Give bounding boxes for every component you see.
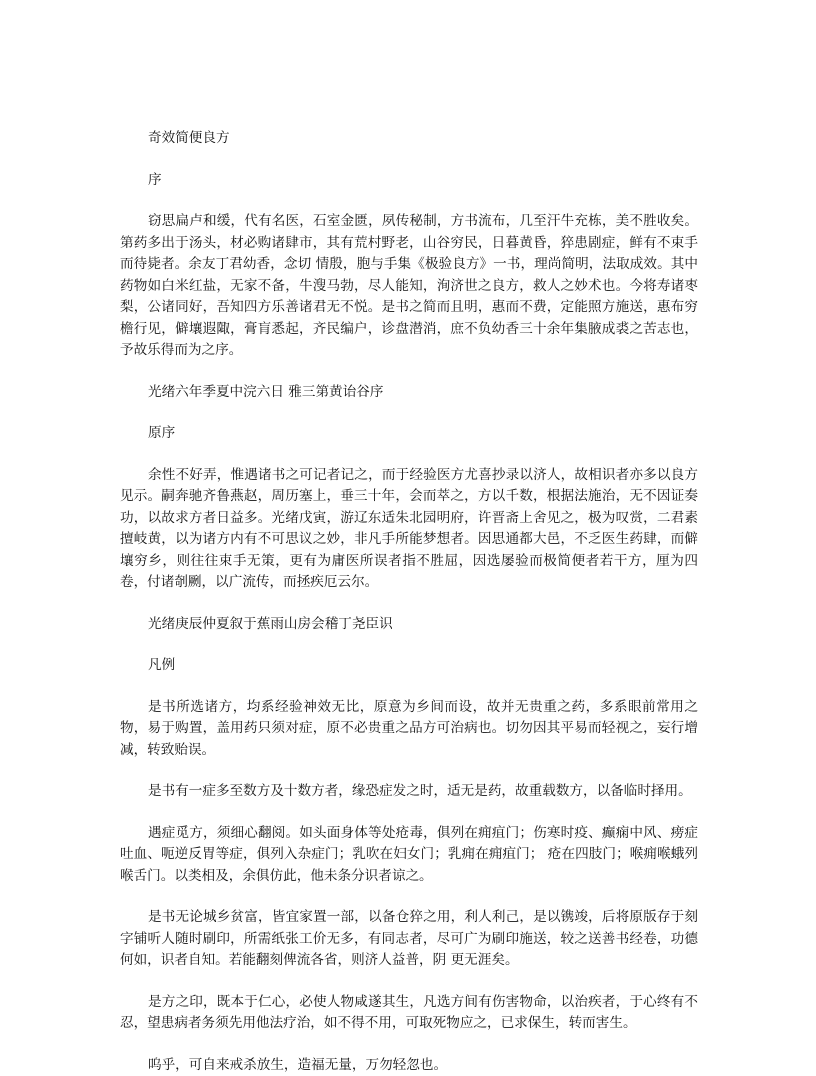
- document-body: [120, 128, 698, 1076]
- document-title: 奇效简便良方: [120, 128, 698, 150]
- rules-item: 是书有一症多至数方及十数方者，缘恐症发之时，适无是药，故重载数方，以备临时择用。: [120, 781, 698, 803]
- rules-item: 是方之印，既本于仁心，必使人物咸遂其生，凡选方间有伤害物命，以治疾者，于心终有不忍，望患病者务须先用他法疗治，如不得不用，可取死物应之，已求保生，转而害生。: [120, 992, 698, 1035]
- rules-item: 呜乎，可自来戒杀放生，造福无量，万勿轻忽也。: [120, 1055, 698, 1076]
- preface-heading: 序: [120, 170, 698, 192]
- rules-heading: 凡例: [120, 655, 698, 677]
- rules-item: 遇症觅方，须细心翻阅。如头面身体等处疮毒，俱列在痈疽门；伤寒时疫、癫痫中风、痨症吐血、呃逆反胃等症，俱列入杂症门；乳吹在妇女门；乳痈在痈疽门； 疮在四肢门；喉痈喉蛾列喉舌门。以类相及，余俱仿此，他未条分识者谅之。: [120, 823, 698, 888]
- preface-text: 窃思扁卢和缓，代有名医，石室金匮，夙传秘制，方书流布，几至汗牛充栋，美不胜收矣。第药多出于汤头，材必购诸肆市，其有荒村野老，山谷穷民，日暮黄昏，猝患剧症，鲜有不束手而待毙者。余友丁君幼香，念切 情殷，胞与手集《极验良方》一书，理尚简明，法取成效。其中药物如白米红盐，无家不备，牛溲马勃，尽人能知，洵济世之良方，救人之妙术也。今将寿诸枣梨，公诸同好，吾知四方乐善诸君无不悦。是书之简而且明，惠而不费，定能照方施送，惠布穷檐行见，僻壤遐陬，膏肓悉起，齐民编户，诊盘潜消，庶不负幼香三十余年集腋成裘之苦志也，予故乐得而为之序。: [120, 211, 698, 362]
- original-preface-signature: 光绪庚辰仲夏叙于蕉雨山房会稽丁尧臣识: [120, 614, 698, 636]
- preface-signature: 光绪六年季夏中浣六日 雅三第黄诒谷序: [120, 382, 698, 404]
- rules-item: 是书所选诸方，均系经验神效无比，原意为乡间而设，故并无贵重之药，多系眼前常用之物，易于购置，盖用药只须对症，原不必贵重之品方可治病也。切勿因其平易而轻视之，妄行增减，转致贻误。: [120, 697, 698, 762]
- original-preface-heading: 原序: [120, 423, 698, 445]
- original-preface-text: 余性不好弄，惟遇诸书之可记者记之，而于经验医方尤喜抄录以济人，故相识者亦多以良方见示。嗣奔驰齐鲁燕赵，周历塞上，垂三十年，会而萃之，方以千数，根据法施治，无不因证奏功，以故求方者日益多。光绪戊寅，游辽东适朱北园明府，许晋斋上舍见之，极为叹赏，二君素擅岐黄，以为诸方内有不可思议之妙，非凡手所能梦想者。因思通都大邑，不乏医生药肆，而僻壤穷乡，则往往束手无策，更有为庸医所误者指不胜屈，因选屡验而极简便者若干方，厘为四卷，付诸剞劂，以广流传，而拯疾厄云尔。: [120, 465, 698, 594]
- rules-item: 是书无论城乡贫富，皆宜家置一部，以备仓猝之用，利人利己，是以镌竣，后将原版存于刻字铺听人随时刷印，所需纸张工价无多，有同志者，尽可广为刷印施送，较之送善书经卷，功德何如，识者自知。若能翻刻俾流各省，则济人益普，阴 更无涯矣。: [120, 907, 698, 972]
